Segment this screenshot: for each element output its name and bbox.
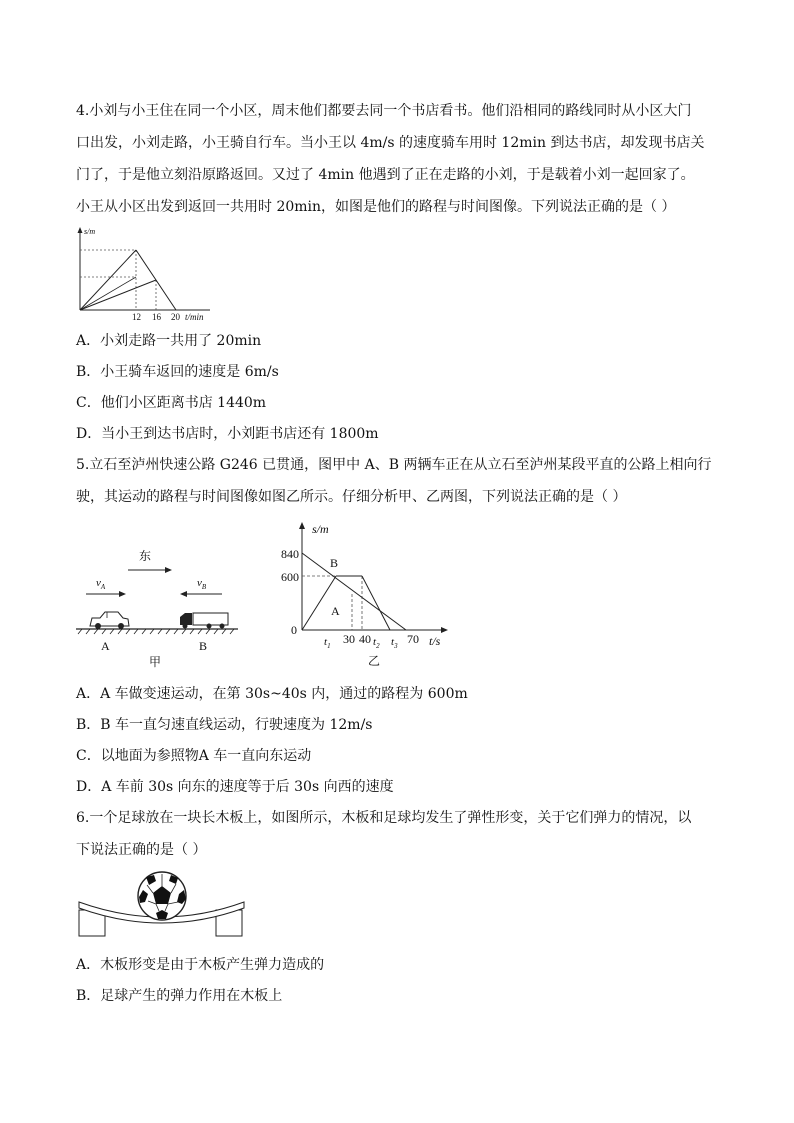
truck-b-icon — [180, 613, 228, 629]
q5-yi-t2 — [373, 636, 380, 650]
q5-caption-jia: 甲 — [149, 655, 162, 669]
q5-yi-t2-subscript: 2 — [376, 642, 380, 650]
q5-stem-line-2: 驶，其运动的路程与时间图像如图乙所示。仔细分析甲、乙两图，下列说法正确的是（ ） — [76, 489, 627, 505]
q5-direction-label: 东 — [139, 549, 152, 563]
q4-x-tick-16: 16 — [152, 312, 161, 322]
q5-vB-subscript: B — [201, 583, 207, 591]
q4-option-c: C．他们小区距离书店 1440m — [76, 395, 267, 411]
q4-option-d: D．当小王到达书店时，小刘距书店还有 1800m — [76, 426, 379, 442]
q4-x-tick-12: 12 — [132, 312, 141, 322]
car-a-icon — [90, 612, 129, 629]
q6-stem-line-1: 6.一个足球放在一块长木板上，如图所示，木板和足球均发生了弹性形变，关于它们弹力的情况，以 — [76, 810, 692, 826]
q5-option-d: D．A 车前 30s 向东的速度等于后 30s 向西的速度 — [76, 779, 394, 795]
q5-caption-yi: 乙 — [368, 654, 381, 668]
q4-stem-line-4: 小王从小区出发到返回一共用时 20min，如图是他们的路程与时间图像。下列说法正确的是（ ） — [76, 199, 676, 215]
q5-yi-y-tick-600: 600 — [281, 570, 299, 584]
q5-yi-y-tick-0: 0 — [291, 623, 297, 637]
q5-yi-x-tick-30: 30 — [343, 632, 355, 646]
q5-option-b: B．B 车一直匀速直线运动，行驶速度为 12m/s — [76, 717, 373, 733]
q5-figure-jia — [72, 540, 252, 670]
q5-yi-x-tick-40: 40 — [359, 632, 371, 646]
q4-option-b: B．小王骑车返回的速度是 6m/s — [76, 364, 279, 380]
q5-yi-t1-symbol: t — [324, 636, 328, 648]
q5-vA-symbol: v — [96, 577, 101, 589]
q5-yi-y-tick-840: 840 — [281, 547, 299, 561]
q5-vA-label — [96, 577, 106, 591]
q5-vA-subscript: A — [100, 583, 106, 591]
q5-yi-line-a-label: A — [331, 604, 340, 618]
q4-stem-line-1: 4.小刘与小王住在同一个小区，周末他们都要去同一个书店看书。他们沿相同的路线同时从小区大门 — [76, 103, 692, 119]
q5-yi-t2-symbol: t — [373, 636, 377, 648]
q5-vB-symbol: v — [197, 577, 202, 589]
q5-car-a-label: A — [101, 639, 110, 653]
q5-yi-t3 — [391, 636, 398, 650]
q5-car-b-label: B — [199, 639, 208, 653]
q5-stem-line-1: 5.立石至泸州快速公路 G246 已贯通，图甲中 A、B 两辆车正在从立石至泸州某段平直的公路上相向行 — [76, 457, 712, 473]
q4-y-axis-label: s/m — [84, 227, 96, 236]
q4-distance-time-graph — [68, 224, 218, 324]
q4-stem-line-2: 口出发，小刘走路，小王骑自行车。当小王以 4m/s 的速度骑车用时 12min 到达书店，却发现书店关 — [76, 135, 705, 151]
q5-yi-line-b-label: B — [330, 556, 339, 570]
q5-yi-y-axis-label: s/m — [312, 522, 329, 536]
q5-vB-label — [197, 577, 207, 591]
q5-figure-yi — [276, 518, 456, 670]
q4-x-tick-20: 20 — [171, 312, 180, 322]
q4-option-a: A．小刘走路一共用了 20min — [76, 333, 262, 349]
q5-yi-t3-subscript: 3 — [394, 642, 398, 650]
q6-stem-line-2: 下说法正确的是（ ） — [76, 842, 207, 858]
q5-option-c: C．以地面为参照物A 车一直向东运动 — [76, 748, 312, 764]
q5-yi-t1 — [324, 636, 331, 650]
q5-yi-x-axis-label: t/s — [429, 634, 441, 648]
q6-football-on-board-figure — [76, 866, 248, 942]
q5-yi-t3-symbol: t — [391, 636, 395, 648]
q4-x-axis-label: t/min — [185, 312, 204, 322]
q6-option-a: A．木板形变是由于木板产生弹力造成的 — [76, 957, 325, 973]
q6-option-b: B．足球产生的弹力作用在木板上 — [76, 988, 283, 1004]
football-icon — [138, 872, 186, 920]
q5-option-a: A．A 车做变速运动，在第 30s~40s 内，通过的路程为 600m — [76, 686, 468, 702]
q4-stem-line-3: 门了，于是他立刻沿原路返回。又过了 4min 他遇到了正在走路的小刘，于是载着小刘一起回家了。 — [76, 167, 695, 183]
q5-yi-x-tick-70: 70 — [407, 632, 419, 646]
q5-yi-t1-subscript: 1 — [327, 642, 331, 650]
